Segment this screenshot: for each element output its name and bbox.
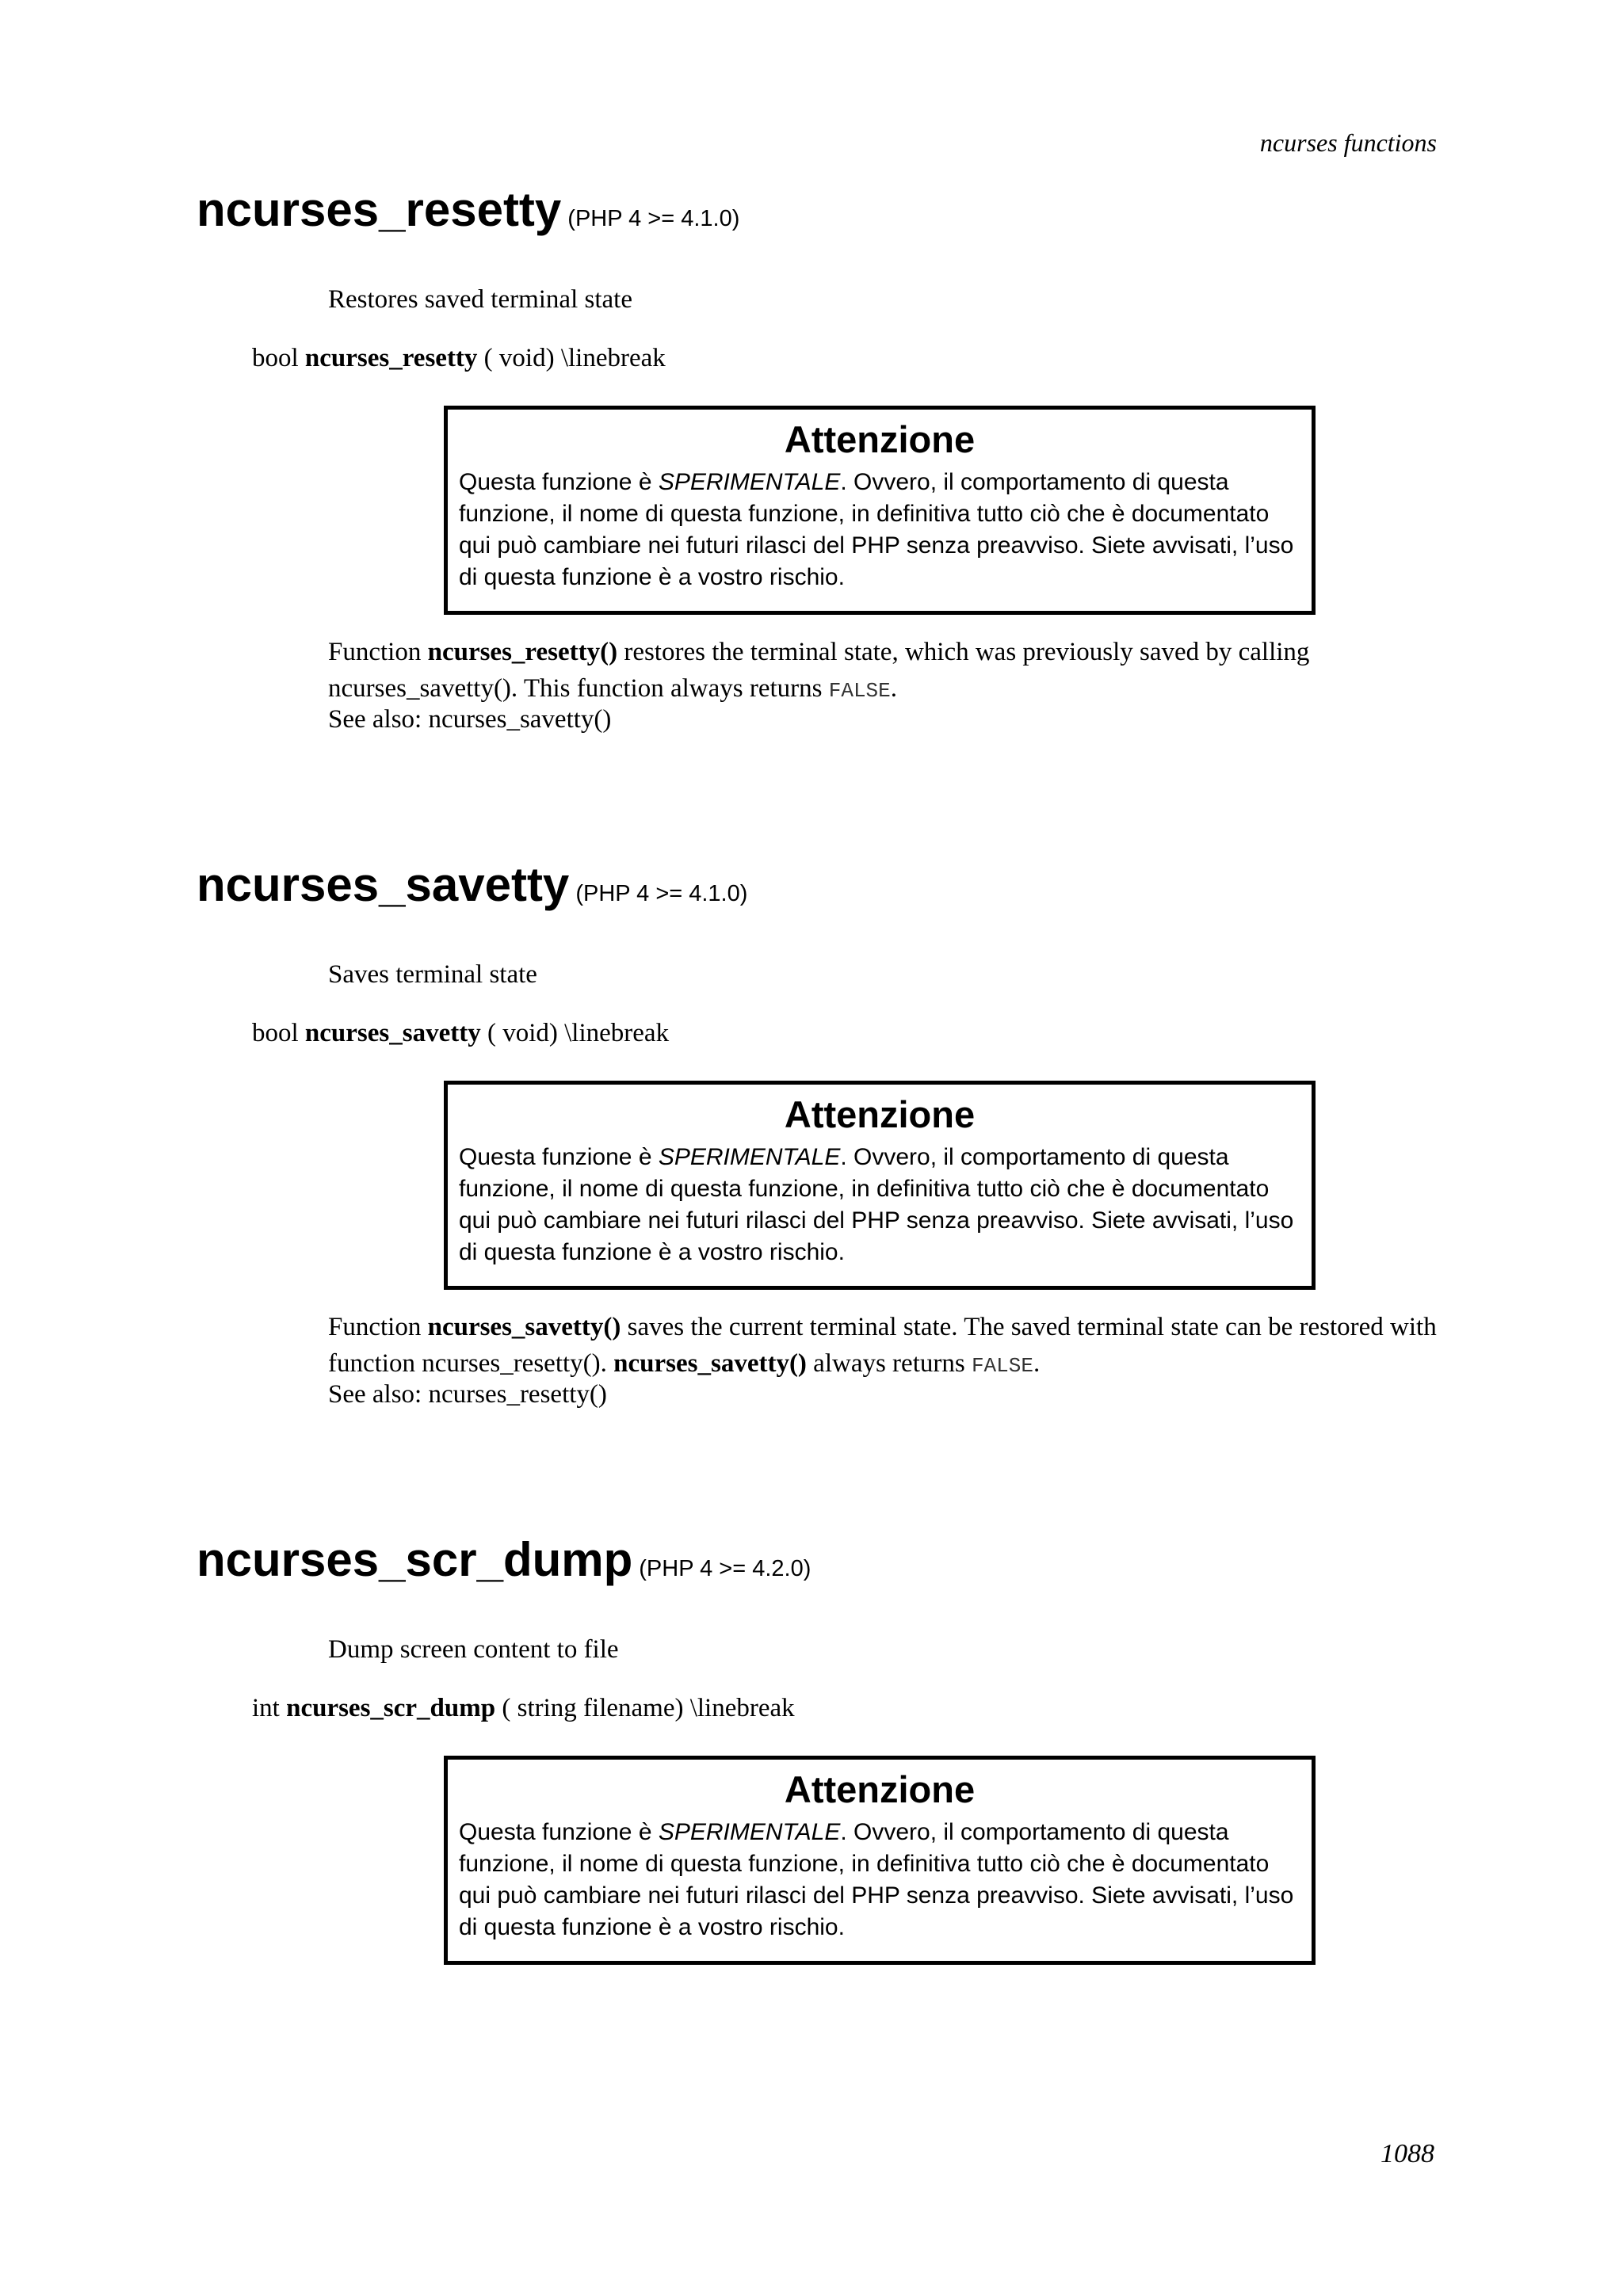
synopsis-return-type: int <box>252 1694 280 1722</box>
synopsis-function: ncurses_scr_dump <box>286 1694 496 1722</box>
see-also: See also: ncurses_savetty() <box>328 705 612 734</box>
function-version: (PHP 4 >= 4.2.0) <box>639 1556 812 1581</box>
warning-text-after: . Ovvero, il comportamento di questa funzione, il nome di questa funzione, in definitiva tutto ciò che è documentato qui può cambiare nei futuri rilasci del PHP senza preavviso. Siete avvisati, l’uso di questa funzione è a vostro rischio. <box>459 1819 1294 1940</box>
warning-box <box>444 1081 1316 1290</box>
warning-box <box>444 1756 1316 1965</box>
running-header: ncurses functions <box>1259 128 1437 157</box>
warning-text <box>459 1817 1300 1943</box>
desc-text: Function <box>328 1313 428 1341</box>
desc-function-ref: ncurses_savetty() <box>613 1349 807 1378</box>
desc-function-ref: ncurses_resetty() <box>427 638 618 666</box>
synopsis-args: ( void) \linebreak <box>483 344 666 372</box>
synopsis-args: ( string filename) \linebreak <box>502 1694 795 1722</box>
warning-text-after: . Ovvero, il comportamento di questa funzione, il nome di questa funzione, in definitiva tutto ciò che è documentato qui può cambiare nei futuri rilasci del PHP senza preavviso. Siete avvisati, l’uso di questa funzione è a vostro rischio. <box>459 1144 1294 1265</box>
page-number: 1088 <box>1381 2139 1434 2168</box>
desc-text: Function <box>328 638 428 666</box>
function-synopsis <box>252 1019 669 1048</box>
function-name: ncurses_savetty <box>197 858 570 911</box>
desc-text: restores the terminal state, which was previously saved by calling ncurses_savetty(). This function always returns <box>328 638 1310 703</box>
function-name: ncurses_scr_dump <box>197 1533 633 1586</box>
desc-text: always returns <box>806 1349 972 1378</box>
warning-title: Attenzione <box>784 1093 976 1135</box>
function-version: (PHP 4 >= 4.1.0) <box>575 881 748 906</box>
function-description <box>328 1309 1438 1384</box>
function-heading <box>197 1532 811 1587</box>
warning-text-italic: SPERIMENTALE <box>658 1819 841 1845</box>
function-purpose: Dump screen content to file <box>328 1635 619 1664</box>
see-also: See also: ncurses_resetty() <box>328 1380 607 1409</box>
function-synopsis <box>252 1694 795 1723</box>
synopsis-function: ncurses_savetty <box>304 1019 481 1047</box>
desc-text: . <box>890 674 898 703</box>
warning-text <box>459 467 1300 593</box>
warning-text-before: Questa funzione è <box>459 1819 659 1845</box>
desc-function-ref: ncurses_savetty() <box>427 1313 621 1341</box>
warning-text-before: Questa funzione è <box>459 1144 659 1170</box>
function-heading <box>197 857 747 912</box>
function-description <box>328 634 1438 709</box>
warning-box <box>444 406 1316 615</box>
warning-text-before: Questa funzione è <box>459 469 659 495</box>
synopsis-return-type: bool <box>252 1019 299 1047</box>
warning-text <box>459 1142 1300 1268</box>
synopsis-args: ( void) \linebreak <box>487 1019 670 1047</box>
function-purpose: Saves terminal state <box>328 960 537 989</box>
function-heading <box>197 182 739 237</box>
warning-text-italic: SPERIMENTALE <box>658 1144 841 1170</box>
function-purpose: Restores saved terminal state <box>328 285 632 314</box>
warning-text-italic: SPERIMENTALE <box>658 469 841 495</box>
function-synopsis <box>252 344 666 373</box>
synopsis-return-type: bool <box>252 344 299 372</box>
synopsis-function: ncurses_resetty <box>304 344 478 372</box>
warning-title: Attenzione <box>784 1768 976 1810</box>
desc-text: . <box>1033 1349 1041 1378</box>
warning-text-after: . Ovvero, il comportamento di questa funzione, il nome di questa funzione, in definitiva tutto ciò che è documentato qui può cambiare nei futuri rilasci del PHP senza preavviso. Siete avvisati, l’uso di questa funzione è a vostro rischio. <box>459 469 1294 590</box>
desc-code: FALSE <box>971 1354 1033 1378</box>
function-version: (PHP 4 >= 4.1.0) <box>567 206 740 231</box>
warning-title: Attenzione <box>784 418 976 460</box>
desc-text: saves the current terminal state. The saved terminal state can be restored with function ncurses_resetty(). <box>328 1313 1437 1378</box>
desc-code: FALSE <box>828 679 891 703</box>
function-name: ncurses_resetty <box>197 183 562 236</box>
